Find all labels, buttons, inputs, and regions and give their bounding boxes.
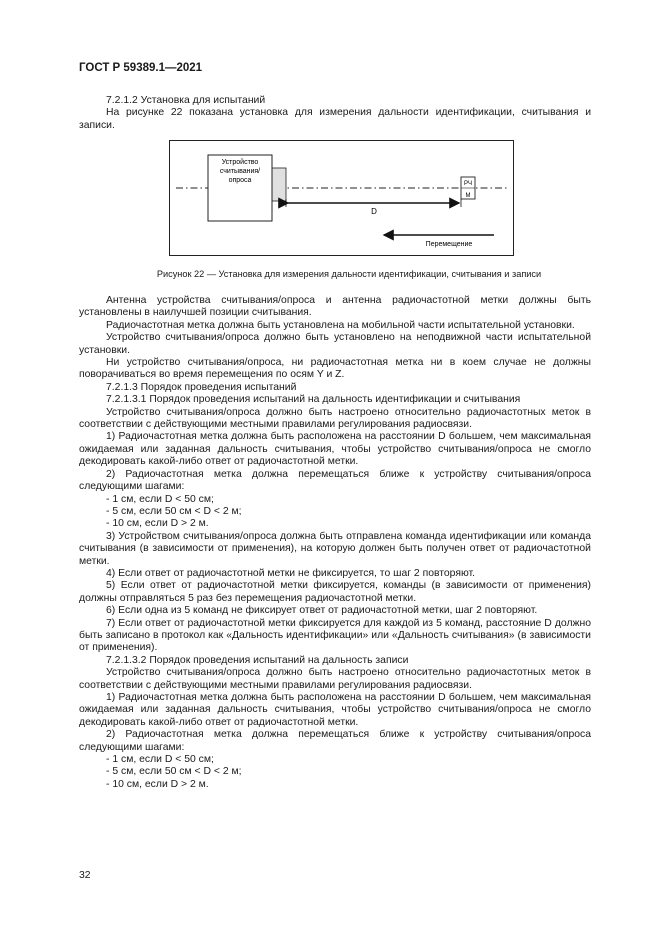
- bullet-item: - 5 см, если 50 см < D < 2 м;: [106, 766, 242, 778]
- section-heading: 7.2.1.2 Установка для испытаний: [106, 95, 266, 106]
- step-2: 2) Радиочастотная метка должна перемещаться ближе к устройству считывания/опроса следующими шагами:: [79, 468, 591, 493]
- subsection-heading: 7.2.1.3 Порядок проведения испытаний: [106, 381, 297, 393]
- step-4: 4) Если ответ от радиочастотной метки не фиксируется, то шаг 2 повторяют.: [106, 567, 476, 579]
- bullet-item: - 5 см, если 50 см < D < 2 м;: [106, 505, 242, 517]
- tag-label-top: РЧ: [463, 181, 473, 187]
- step-7: 7) Если ответ от радиочастотной метки фиксируется для каждой из 5 команд, расстояние D должно быть записано в протокол как «Дальность идентификации» или «Дальность считывания» (в зависимости от применения).: [79, 617, 591, 654]
- intro-paragraph: На рисунке 22 показана установка для измерения дальности идентификации, считывания и записи.: [79, 107, 591, 131]
- subsection-heading: 7.2.1.3.2 Порядок проведения испытаний на дальность записи: [106, 654, 409, 666]
- device-label-1: Устройство: [221, 159, 259, 166]
- document-header: ГОСТ Р 59389.1—2021: [79, 62, 203, 74]
- paragraph: Антенна устройства считывания/опроса и антенна радиочастотной метки должны быть установлены в наилучшей позиции считывания.: [79, 295, 591, 319]
- bullet-item: - 1 см, если D < 50 см;: [106, 493, 214, 505]
- setup-diagram: [170, 141, 513, 255]
- bullet-item: - 10 см, если D > 2 м.: [106, 778, 209, 790]
- step-6: 6) Если одна из 5 команд не фиксирует ответ от радиочастотной метки, шаг 2 повторяют.: [106, 605, 538, 617]
- page-number: 32: [79, 870, 91, 881]
- bullet-item: - 10 см, если D > 2 м.: [106, 518, 209, 530]
- step-5: 5) Если ответ от радиочастотной метки фиксируется, команды (в зависимости от применения) должны отправляться 5 раз без перемещения радиочастотной метки.: [79, 580, 591, 604]
- paragraph: Радиочастотная метка должна быть установлена на мобильной части испытательной установки.: [106, 319, 575, 331]
- step-2: 2) Радиочастотная метка должна перемещаться ближе к устройству считывания/опроса следующими шагами:: [79, 729, 591, 753]
- section-top: [79, 95, 591, 132]
- step-1: 1) Радиочастотная метка должна быть расположена на расстоянии D большем, чем максимальная ожидаемая или заданная дальность считывания, чтобы устройство считывания/опроса не смогло декодировать какой-либо ответ от радиочастотной метки.: [79, 431, 591, 468]
- paragraph: Устройство считывания/опроса должно быть установлено на неподвижной части испытательной установки.: [79, 332, 591, 356]
- subsection-heading: 7.2.1.3.1 Порядок проведения испытаний на дальность идентификации и считывания: [106, 394, 521, 406]
- movement-label: Перемещение: [425, 241, 473, 248]
- paragraph: Устройство считывания/опроса должно быть настроено относительно радиочастотных меток в соответствии с действующими местными правилами регулирования радиосвязи.: [79, 667, 591, 691]
- paragraph: Ни устройство считывания/опроса, ни радиочастотная метка ни в коем случае не должны поворачиваться во время перемещения по осям Y и Z.: [79, 357, 591, 381]
- figure-caption: Рисунок 22 — Установка для измерения дальности идентификации, считывания и записи: [156, 269, 542, 279]
- step-1: 1) Радиочастотная метка должна быть расположена на расстоянии D большем, чем максимальная ожидаемая или заданная дальность считывания, чтобы устройство считывания/опроса не смогло декодировать какой-либо ответ от радиочастотной метки.: [79, 692, 591, 728]
- device-antenna-block: [272, 168, 286, 201]
- device-label-3: опроса: [228, 177, 252, 184]
- body-text: [79, 295, 591, 791]
- distance-label: D: [371, 207, 377, 216]
- tag-label-bottom: М: [465, 193, 471, 199]
- paragraph: Устройство считывания/опроса должно быть настроено относительно радиочастотных меток в соответствии с действующими местными правилами регулирования радиосвязи.: [79, 406, 591, 431]
- test-setup-figure: [169, 140, 514, 256]
- device-label-2: считывания/: [219, 168, 261, 175]
- step-3: 3) Устройством считывания/опроса должна быть отправлена команда идентификации или команда считывания (в зависимости от применения), на которую должен быть получен ответ от радиочастотной метки.: [79, 530, 591, 567]
- bullet-item: - 1 см, если D < 50 см;: [106, 754, 214, 766]
